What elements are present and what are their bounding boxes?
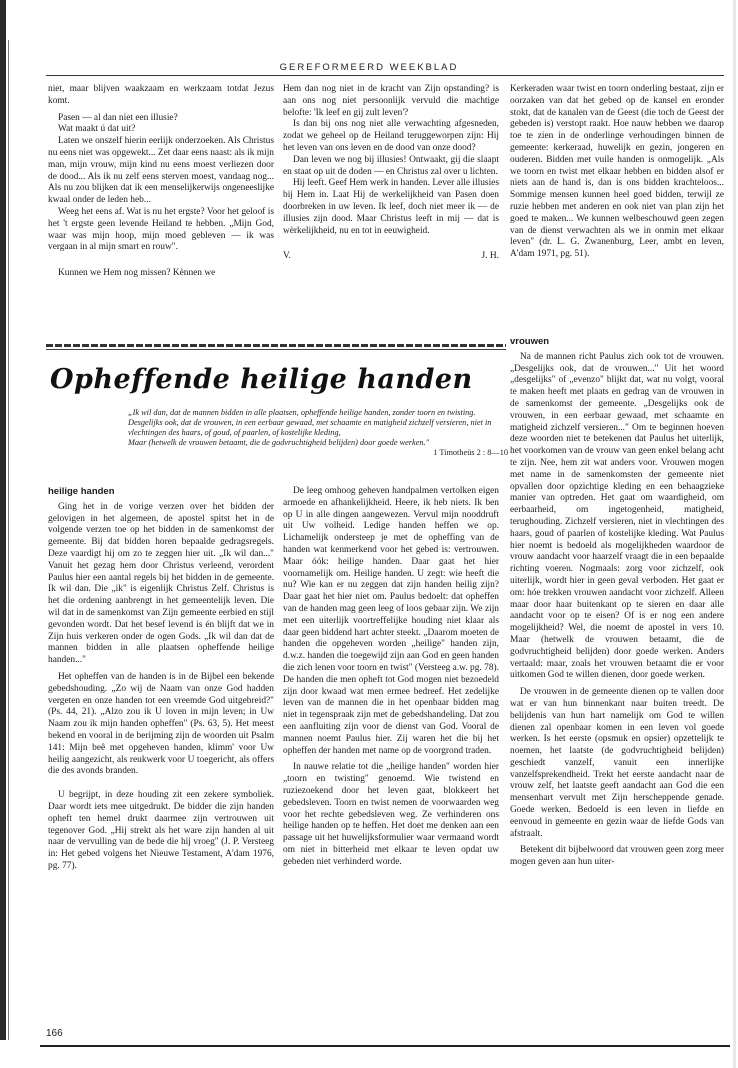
section-divider-line (46, 349, 506, 350)
paragraph: Wat maakt ú dat uit? (58, 124, 136, 135)
page-edge-line (8, 40, 9, 1040)
paragraph: Het opheffen van de handen is in de Bijbel een bekende gebedshouding. „Zo wij de Naam van onze God hadden vergeten en onze handen tot een vreemde God uitgebreid?" (Ps. 44, 21). „Alzo zou ik U loven in mijn leven; in Uw Naam zou ik mijn handen opheffen" (Ps. 63, 5). Het meest bekend en vooral in de berijming zijn de woorden uit Psalm 141: Mijn beê met opgeheven handen, klimm' voor Uw heilig aangezicht, als reukwerk voor U toegericht, als offers die des avonds branden. (48, 671, 274, 777)
top-column-1 (48, 84, 274, 285)
running-header: GEREFORMEERD WEEKBLAD (279, 62, 459, 73)
paragraph: Dan leven we nog bij illusies! Ontwaakt, gij die slaapt en staat op uit de doden — en Christus zal over u lichten. (283, 154, 499, 177)
paragraph: Kunnen we Hem nog missen? Kènnen we (58, 268, 216, 279)
paragraph: Hij leeft. Geef Hem werk in handen. Lever alle illusies bij Hem in. Laat Hij de werkelijkheid van Pasen doen doorbreken in uw leven. Ik leef, doch niet meer ik — de illusies zijn dood. Maar Christus leeft in mij — dat is wèrkelijkheid, nu en tot in eeuwigheid. (283, 178, 499, 236)
page-edge-right (733, 0, 736, 1068)
paragraph: De leeg omhoog geheven handpalmen vertolken eigen armoede en afhankelijkheid. Heere, ik heb niets. Ik ben op U in alle dingen aangewezen. Vervul mijn nooddruft uit Uw volheid. Ledige handen heffen we op. Lichamelijk ondersteep je met de opheffing van de handen wat kenmerkend voor het gebed is: vertrouwen. Maar óók: heilige handen. Daar gaat het hier voornamelijk om. Heilige handen. U zegt: wie heeft die nu? Wie kan er nu zeggen dat zijn handen heilig zijn? Daar gaat het hier niet om. Paulus bedoelt: dat opheffen van de handen mag geen leeg of loos gebaar zijn. We zijn met een uiterlijk voortreffelijke houding niet klaar als daar geen biddend hart achter steekt. „Daarom moeten de handen die opgeheven worden „heilige" handen zijn, d.w.z. handen die toegewijd zijn aan God en geen handen die zich lenen voor toorn en twist" (Versteeg a.w. pg. 78). De handen die men opheft tot God mogen niet bezoedeld zijn door kwaad wat men ermee bedreef. Het zedelijke leven van de mannen die in het openbaar bidden mag niet in tegenspraak zijn met de gebedshandeling. Dat zou een aanfluiting zijn voor de dienst van God. Vooral de mannen noemt Paulus hier. Zij waren het die bij het opheffen der handen met name op de voorgrond traden. (283, 486, 499, 756)
paragraph: Laten we onszelf hierin eerlijk onderzoeken. Als Christus nu eens niet was opgewekt... Zet daar eens naast: als ik mijn man, mijn vrouw, mijn kind nu eens moest verliezen door de dood... Als ik nu zelf eens sterven moest, vandaag nog... Als nu zou blijken dat ik een menselijkerwijs ongeneeslijke kwaal onder de leden heb... (48, 136, 274, 206)
page-edge-shadow (0, 0, 6, 1040)
article-column-1 (48, 486, 274, 878)
paragraph: In nauwe relatie tot die „heilige handen" worden hier „toorn en twisting" genoemd. Wie twistend en ruziezoekend door het leven gaat, blokkeert het gebedsleven. Toorn en twist nemen de voorwaarden weg voor het rechte gebedsleven weg. Ze verhinderen ons heilige handen op te heffen. Het doet me denken aan een passage uit het huwelijksformulier waar vermaand wordt om niet in bitterheid met elkaar te leven opdat uw gebeden niet verhinderd worde. (283, 762, 499, 867)
article-column-2 (283, 486, 499, 874)
header-rule (46, 75, 724, 76)
epigraph-line: „Ik wil dan, dat de mannen bidden in alle plaatsen, opheffende heilige handen, zonder toorn en twisting. (128, 408, 476, 417)
section-divider (46, 344, 506, 347)
paragraph: U begrijpt, in deze houding zit een zekere symboliek. Daar wordt iets mee uitgedrukt. De bidder die zijn handen opheft ten hemel drukt daarmee zijn vertrouwen uit tegenover God. „Hij strekt als het ware zijn handen al uit naar de vervulling van de bede die hij vroeg" (J. P. Versteeg in: Het gebed volgens het Nieuwe Testament, A'dam 1976, pg. 77). (48, 790, 274, 871)
paragraph: De vrouwen in de gemeente dienen op te vallen door wat er van hun binnenkant naar buiten treedt. De belijdenis van hun hart namelijk om God te willen dienen zal openbaar komen in een leven vol goede werken. Is het eerste (opsmuk en opsier) opzettelijk te noemen, het laatste (de godvruchtigheid belijden) geschiedt vanzelf, vanuit een innerlijke vanzelfsprekendheid. Trekt het eerste aandacht naar de vrouw zelf, het laatste geeft aandacht aan God die een mensenhart vervult met Zijn herscheppende genade. Goede werken. Bedoeld is een leven in liefde en eenvoud in gemeente en gezin waar de liefde Gods van afstraalt. (510, 687, 724, 839)
epigraph-line: Maar (hetwelk de vrouwen betaamt, die de godvruchtigheid belijden) door goede werken." (128, 438, 430, 447)
paragraph: Is dan bij ons nog niet alle verwachting afgesneden, zodat we geheel op de Heiland teruggeworpen zijn: Hij het leven van ons leven en de dood van onze dood? (283, 119, 499, 153)
bottom-rule (40, 1045, 730, 1047)
paragraph: Na de mannen richt Paulus zich ook tot de vrouwen. „Desgelijks ook, dat de vrouwen..." Uit het woord „desgelijks" of „evenzo" blijkt dat, wat nu volgt, vooral te maken heeft met plaats en gedrag van de vrouwen in de samenkomst der gemeente. „Desgelijks ook de vrouwen, in een eerbaar gewaad, met schaamte en matigheid zichzelf versieren..." Om te beginnen hoeven deze woorden niet te betekenen dat Paulus het uiterlijk, het voorkomen van de vrouw van geen enkel belang acht te zijn. Nee, hem zit wat anders voor. Vrouwen mogen met name in de samenkomsten der gemeente niet opvallen door opzichtige kleding en een behaagzieke manier van optreden. Het gaat om waardigheid, om eerbaarheid, om ingetogenheid, matigheid, terughouding. Zichzelf versieren, niet in vlechtingen des haars, goud of paarlen of kostelijke kleding. Wat Paulus hier noemt is bedoeld als mogelijkheden waardoor de vrouw aandacht voor haarzelf vraagt die in een bepaalde richting voeren. Nogmaals: zorg voor zichzelf, ook uiterlijk, wordt hier in geen geval verboden. Het gaat er om: hóe trekken vrouwen aandacht voor zichzelf. Alleen maar door haar buitenkant op te sieren en daar alle aandacht voor op te eisen? Of is er nog een andere mogelijkheid? Wel, die noemt de apostel in vers 10. Maar (hetwelk de vrouwen betaamt, die de godvruchtigheid belijden) door goede werken. Anders vertaald: maar, zoals het vrouwen betaamt die er voor uitkomen God te willen dienen, door goede werken. (510, 351, 724, 681)
epigraph (128, 408, 508, 458)
article-column-3 (510, 336, 724, 874)
paragraph: Ging het in de vorige verzen over het bidden der gelovigen in het algemeen, de apostel spitst het in de volgende verzen toe op het bidden in de samenkomst der gemeente. Bij dat bidden horen bepaalde gedragsregels. Deze vaardigt hij om zo te zeggen hier uit. „Ik wil dan..." Vanuit het gezag hem door Christus verleend, verordent Paulus hier een aantal regels bij het bidden in de gemeente. Ik wil dan. Die „ik" is eigenlijk Christus Zelf. Christus is het die ordening aanbrengt in het gemeentelijk leven. Die wil dat in de samenkomst van Zijn gemeente eerbied en stijl gevonden wordt. Dat het besef levend is én blijft dat we in Zijn huis verkeren onder de ogen Gods. „Ik wil dan dat de mannen bidden in alle plaatsen opheffende heilige handen..." (48, 501, 274, 666)
epigraph-line: Desgelijks ook, dat de vrouwen, in een eerbaar gewaad, met schaamte en matigheid zichzelf versieren, niet in vlechtingen des haars, of goud, of paarlen, of kostelijke kleding, (128, 418, 492, 437)
paragraph: niet, maar blijven waakzaam en werkzaam totdat Jezus komt. (48, 84, 274, 106)
section-heading: vrouwen (510, 336, 550, 347)
epigraph-reference: 1 Timotheüs 2 : 8—10 (433, 448, 508, 457)
paragraph: Weeg het eens af. Wat is nu het ergste? Voor het geloof is het 't ergste geen levende Heiland te hebben. „Mijn God, waar was mijn hoop, mijn moed gebleven — ik was vergaan in al mijn smart en rouw". (48, 206, 274, 253)
paragraph: Hem dan nog niet in de kracht van Zijn opstanding? is aan ons nog niet persoonlijk vervuld die machtige belofte: 'Ik leef en gij zult leven'? (283, 84, 499, 118)
page-number: 166 (46, 1028, 63, 1039)
paragraph: Kerkeraden waar twist en toorn onderling bestaat, zijn er oorzaken van dat het gebed op de kansel en eronder stokt, dat de kanalen van de Geest (die toch de Geest der gebeden is) verstopt raakt. Hoe nauw hebben we daarop toe te zien in de onderlinge verhoudingen binnen de gemeente: kerkeraad, huwelijk en gezin, jongeren en ouderen. Bidden met vuile handen is onmogelijk. „Als we toorn en twist met elkaar hebben en bidden alsof er niets aan de hand is, dan is ons bidden krachteloos... Sommige mensen kunnen heel goed bidden, terwijl ze ruzie hebben met anderen en ook niet van plan zijn het goed te maken... We kunnen welbeschouwd geen zegen van de dienst verwachten als we in onmin met elkaar leven" (dr. L. G. Zwanenburg, Leer, ambt en leven, A'dam 1971, pg. 51). (510, 84, 724, 260)
section-heading: heilige handen (48, 486, 115, 497)
paragraph: Betekent dit bijbelwoord dat vrouwen geen zorg meer mogen geven aan hun uiter- (510, 845, 724, 868)
paragraph: Pasen — al dan niet een illusie? (58, 112, 178, 123)
top-column-3 (510, 84, 724, 266)
signature-right: J. H. (481, 251, 499, 262)
article-title: Opheffende heilige handen (50, 364, 473, 395)
signature-left: V. (283, 251, 291, 262)
top-column-2 (283, 84, 499, 263)
